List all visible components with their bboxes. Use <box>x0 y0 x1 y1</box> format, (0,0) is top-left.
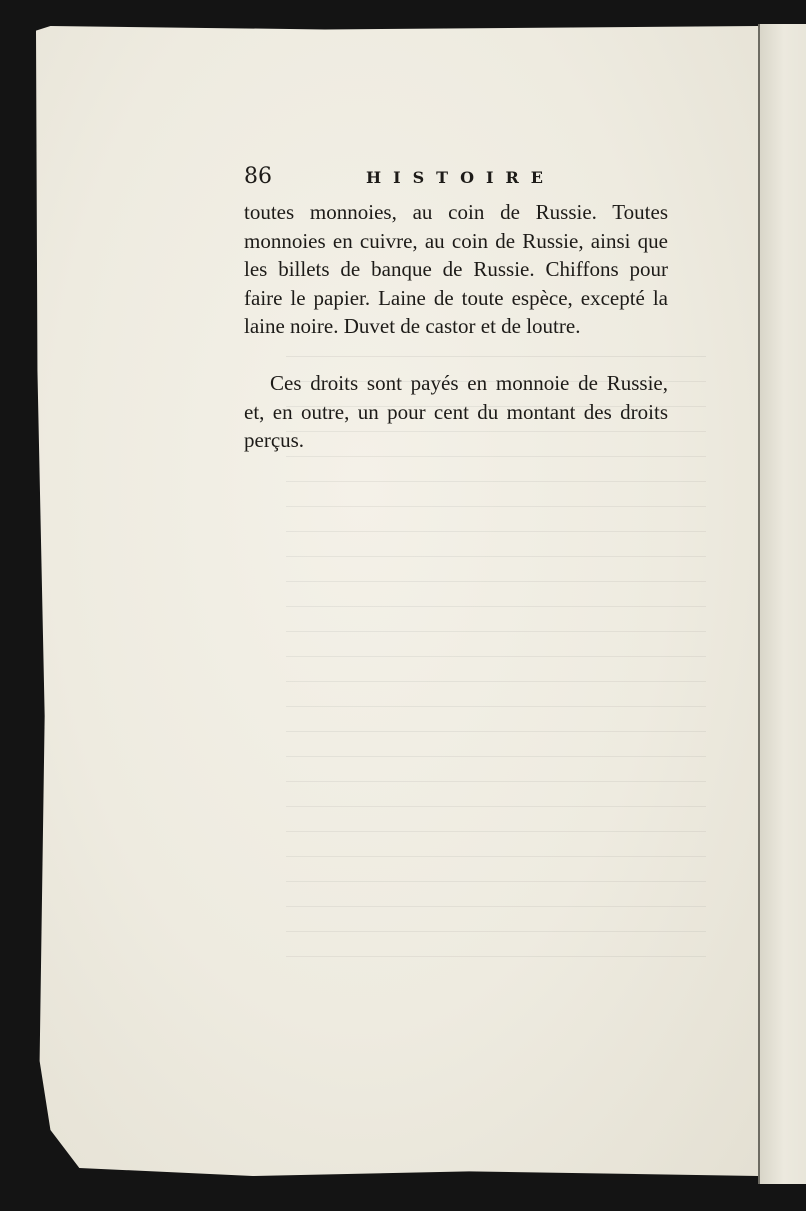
page-header <box>244 164 664 194</box>
running-head: HISTOIRE <box>366 168 555 187</box>
paragraph-2: Ces droits sont payés en monnoie de Russie, et, en outre, un pour cent du montant des droits perçus. <box>244 370 668 453</box>
page-number: 86 <box>244 164 272 189</box>
paragraph-1: toutes monnoies, au coin de Russie. Toutes monnoies en cuivre, au coin de Russie, ainsi que les billets de banque de Russie. Chiffons pour faire le papier. Laine de toute espèce, excepté la laine noire. Duvet de castor et de loutre. <box>244 200 668 339</box>
facing-page-edge <box>758 24 806 1184</box>
body-text <box>244 198 668 455</box>
